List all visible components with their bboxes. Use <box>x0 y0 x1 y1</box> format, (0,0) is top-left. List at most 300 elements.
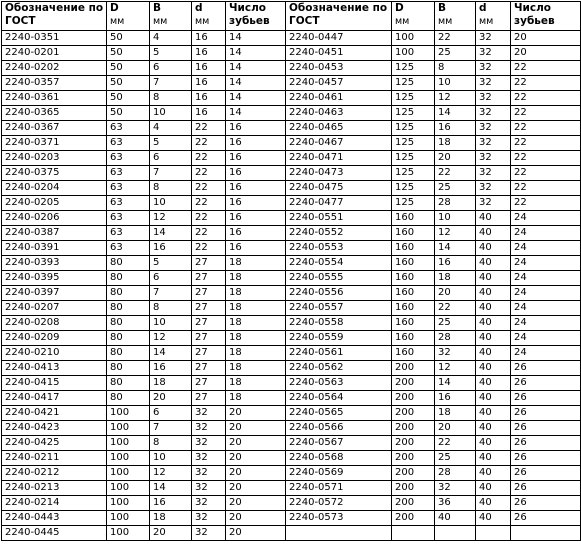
left-B-cell: 12 <box>150 331 192 346</box>
header-B-right: B мм <box>435 2 476 31</box>
left-code-cell: 2240-0202 <box>2 61 107 76</box>
left-B-cell: 20 <box>150 526 192 541</box>
right-d-cell: 40 <box>476 481 511 496</box>
right-D-cell: 100 <box>392 46 435 61</box>
left-code-cell: 2240-0204 <box>2 181 107 196</box>
left-d-cell: 32 <box>192 466 226 481</box>
left-d-cell: 32 <box>192 421 226 436</box>
right-D-cell <box>392 526 435 541</box>
right-d-cell: 40 <box>476 211 511 226</box>
left-teeth-cell: 16 <box>226 241 286 256</box>
header-code-left: Обозначение по ГОСТ <box>2 2 107 31</box>
table-row <box>2 31 581 46</box>
left-d-cell: 27 <box>192 256 226 271</box>
right-d-cell: 40 <box>476 391 511 406</box>
right-B-cell: 25 <box>435 181 476 196</box>
right-D-cell: 200 <box>392 466 435 481</box>
table-row <box>2 391 581 406</box>
left-B-cell: 10 <box>150 196 192 211</box>
left-teeth-cell: 18 <box>226 316 286 331</box>
left-code-cell: 2240-0375 <box>2 166 107 181</box>
left-B-cell: 20 <box>150 391 192 406</box>
right-teeth-cell: 24 <box>511 271 581 286</box>
table-row <box>2 76 581 91</box>
right-B-cell: 20 <box>435 421 476 436</box>
right-D-cell: 125 <box>392 76 435 91</box>
left-D-cell: 80 <box>107 391 150 406</box>
left-D-cell: 63 <box>107 196 150 211</box>
left-B-cell: 7 <box>150 421 192 436</box>
header-code-right: Обозначение по ГОСТ <box>286 2 392 31</box>
right-teeth-cell: 26 <box>511 481 581 496</box>
left-code-cell: 2240-0415 <box>2 376 107 391</box>
left-teeth-cell: 16 <box>226 181 286 196</box>
left-code-cell: 2240-0209 <box>2 331 107 346</box>
left-code-cell: 2240-0212 <box>2 466 107 481</box>
left-D-cell: 100 <box>107 511 150 526</box>
right-B-cell: 18 <box>435 271 476 286</box>
left-teeth-cell: 18 <box>226 286 286 301</box>
right-d-cell: 40 <box>476 361 511 376</box>
left-code-cell: 2240-0443 <box>2 511 107 526</box>
left-d-cell: 22 <box>192 121 226 136</box>
header-teeth-right: Число зубьев <box>511 2 581 31</box>
left-D-cell: 50 <box>107 106 150 121</box>
right-D-cell: 160 <box>392 286 435 301</box>
table-row <box>2 286 581 301</box>
left-teeth-cell: 14 <box>226 61 286 76</box>
table-row <box>2 526 581 541</box>
left-B-cell: 16 <box>150 496 192 511</box>
gost-table <box>1 1 581 541</box>
left-B-cell: 5 <box>150 136 192 151</box>
right-teeth-cell: 24 <box>511 256 581 271</box>
table-row <box>2 496 581 511</box>
left-B-cell: 16 <box>150 361 192 376</box>
left-code-cell: 2240-0423 <box>2 421 107 436</box>
left-D-cell: 80 <box>107 301 150 316</box>
right-code-cell: 2240-0563 <box>286 376 392 391</box>
right-d-cell: 40 <box>476 436 511 451</box>
right-B-cell: 22 <box>435 31 476 46</box>
left-B-cell: 18 <box>150 511 192 526</box>
right-code-cell <box>286 526 392 541</box>
left-D-cell: 80 <box>107 346 150 361</box>
left-teeth-cell: 14 <box>226 31 286 46</box>
left-code-cell: 2240-0208 <box>2 316 107 331</box>
left-d-cell: 27 <box>192 376 226 391</box>
table-row <box>2 316 581 331</box>
right-teeth-cell: 24 <box>511 346 581 361</box>
left-code-cell: 2240-0201 <box>2 46 107 61</box>
left-D-cell: 80 <box>107 331 150 346</box>
left-teeth-cell: 14 <box>226 106 286 121</box>
left-d-cell: 27 <box>192 271 226 286</box>
table-row <box>2 511 581 526</box>
left-code-cell: 2240-0367 <box>2 121 107 136</box>
left-D-cell: 100 <box>107 481 150 496</box>
table-row <box>2 271 581 286</box>
left-teeth-cell: 16 <box>226 166 286 181</box>
right-D-cell: 160 <box>392 331 435 346</box>
left-D-cell: 63 <box>107 121 150 136</box>
left-B-cell: 14 <box>150 481 192 496</box>
left-code-cell: 2240-0371 <box>2 136 107 151</box>
left-teeth-cell: 20 <box>226 511 286 526</box>
left-code-cell: 2240-0397 <box>2 286 107 301</box>
right-d-cell <box>476 526 511 541</box>
table-row <box>2 241 581 256</box>
left-code-cell: 2240-0205 <box>2 196 107 211</box>
right-d-cell: 40 <box>476 286 511 301</box>
left-B-cell: 6 <box>150 406 192 421</box>
right-code-cell: 2240-0562 <box>286 361 392 376</box>
right-code-cell: 2240-0451 <box>286 46 392 61</box>
right-teeth-cell: 26 <box>511 391 581 406</box>
left-teeth-cell: 20 <box>226 526 286 541</box>
right-B-cell: 18 <box>435 406 476 421</box>
right-teeth-cell: 26 <box>511 496 581 511</box>
right-teeth-cell: 24 <box>511 301 581 316</box>
right-D-cell: 125 <box>392 136 435 151</box>
left-teeth-cell: 20 <box>226 481 286 496</box>
right-d-cell: 40 <box>476 316 511 331</box>
right-D-cell: 125 <box>392 91 435 106</box>
table-row <box>2 121 581 136</box>
right-teeth-cell: 26 <box>511 466 581 481</box>
right-d-cell: 32 <box>476 121 511 136</box>
right-code-cell: 2240-0461 <box>286 91 392 106</box>
left-code-cell: 2240-0387 <box>2 226 107 241</box>
left-teeth-cell: 18 <box>226 361 286 376</box>
left-d-cell: 22 <box>192 211 226 226</box>
left-D-cell: 50 <box>107 46 150 61</box>
table-row <box>2 436 581 451</box>
right-d-cell: 40 <box>476 241 511 256</box>
right-d-cell: 40 <box>476 331 511 346</box>
right-teeth-cell: 26 <box>511 436 581 451</box>
right-teeth-cell: 26 <box>511 361 581 376</box>
left-d-cell: 27 <box>192 361 226 376</box>
right-B-cell: 16 <box>435 121 476 136</box>
header-d-left: d мм <box>192 2 226 31</box>
right-teeth-cell: 20 <box>511 31 581 46</box>
right-D-cell: 200 <box>392 376 435 391</box>
left-B-cell: 18 <box>150 376 192 391</box>
right-teeth-cell: 26 <box>511 511 581 526</box>
left-code-cell: 2240-0391 <box>2 241 107 256</box>
left-D-cell: 63 <box>107 151 150 166</box>
right-B-cell: 22 <box>435 166 476 181</box>
left-B-cell: 10 <box>150 106 192 121</box>
right-teeth-cell: 22 <box>511 76 581 91</box>
right-teeth-cell: 22 <box>511 181 581 196</box>
right-D-cell: 160 <box>392 301 435 316</box>
header-B-left: B мм <box>150 2 192 31</box>
right-B-cell: 16 <box>435 391 476 406</box>
left-code-cell: 2240-0351 <box>2 31 107 46</box>
right-code-cell: 2240-0559 <box>286 331 392 346</box>
left-teeth-cell: 20 <box>226 496 286 511</box>
left-B-cell: 10 <box>150 451 192 466</box>
left-d-cell: 32 <box>192 511 226 526</box>
right-code-cell: 2240-0554 <box>286 256 392 271</box>
left-teeth-cell: 18 <box>226 301 286 316</box>
left-code-cell: 2240-0425 <box>2 436 107 451</box>
left-code-cell: 2240-0365 <box>2 106 107 121</box>
left-d-cell: 22 <box>192 196 226 211</box>
table-row <box>2 361 581 376</box>
right-code-cell: 2240-0564 <box>286 391 392 406</box>
right-teeth-cell: 22 <box>511 196 581 211</box>
left-D-cell: 100 <box>107 421 150 436</box>
right-d-cell: 40 <box>476 301 511 316</box>
right-d-cell: 32 <box>476 166 511 181</box>
right-code-cell: 2240-0552 <box>286 226 392 241</box>
right-D-cell: 200 <box>392 451 435 466</box>
right-d-cell: 32 <box>476 46 511 61</box>
right-d-cell: 32 <box>476 31 511 46</box>
left-code-cell: 2240-0413 <box>2 361 107 376</box>
right-teeth-cell: 24 <box>511 286 581 301</box>
left-D-cell: 100 <box>107 406 150 421</box>
left-teeth-cell: 18 <box>226 256 286 271</box>
left-teeth-cell: 14 <box>226 91 286 106</box>
right-B-cell: 12 <box>435 226 476 241</box>
right-D-cell: 200 <box>392 421 435 436</box>
left-code-cell: 2240-0211 <box>2 451 107 466</box>
left-teeth-cell: 18 <box>226 346 286 361</box>
right-D-cell: 125 <box>392 61 435 76</box>
right-d-cell: 40 <box>476 511 511 526</box>
right-D-cell: 125 <box>392 106 435 121</box>
header-D-left: D мм <box>107 2 150 31</box>
right-teeth-cell <box>511 526 581 541</box>
left-d-cell: 27 <box>192 391 226 406</box>
right-teeth-cell: 22 <box>511 136 581 151</box>
left-code-cell: 2240-0207 <box>2 301 107 316</box>
right-teeth-cell: 22 <box>511 91 581 106</box>
left-D-cell: 63 <box>107 241 150 256</box>
left-teeth-cell: 14 <box>226 46 286 61</box>
left-code-cell: 2240-0214 <box>2 496 107 511</box>
left-D-cell: 63 <box>107 181 150 196</box>
left-d-cell: 16 <box>192 76 226 91</box>
right-code-cell: 2240-0556 <box>286 286 392 301</box>
table-row <box>2 181 581 196</box>
right-code-cell: 2240-0473 <box>286 166 392 181</box>
left-D-cell: 50 <box>107 91 150 106</box>
left-B-cell: 8 <box>150 181 192 196</box>
right-B-cell <box>435 526 476 541</box>
table-row <box>2 376 581 391</box>
right-teeth-cell: 22 <box>511 166 581 181</box>
left-B-cell: 5 <box>150 256 192 271</box>
right-teeth-cell: 26 <box>511 406 581 421</box>
table-row <box>2 451 581 466</box>
table-row <box>2 46 581 61</box>
right-B-cell: 8 <box>435 61 476 76</box>
left-d-cell: 27 <box>192 316 226 331</box>
left-code-cell: 2240-0203 <box>2 151 107 166</box>
right-teeth-cell: 22 <box>511 106 581 121</box>
right-teeth-cell: 24 <box>511 241 581 256</box>
right-D-cell: 200 <box>392 406 435 421</box>
right-code-cell: 2240-0475 <box>286 181 392 196</box>
left-D-cell: 80 <box>107 316 150 331</box>
right-code-cell: 2240-0573 <box>286 511 392 526</box>
right-D-cell: 125 <box>392 151 435 166</box>
table-row <box>2 211 581 226</box>
right-teeth-cell: 24 <box>511 316 581 331</box>
right-teeth-cell: 26 <box>511 376 581 391</box>
right-B-cell: 32 <box>435 481 476 496</box>
right-D-cell: 160 <box>392 211 435 226</box>
right-code-cell: 2240-0447 <box>286 31 392 46</box>
left-teeth-cell: 18 <box>226 271 286 286</box>
right-D-cell: 160 <box>392 271 435 286</box>
right-teeth-cell: 22 <box>511 151 581 166</box>
right-D-cell: 125 <box>392 121 435 136</box>
right-d-cell: 40 <box>476 376 511 391</box>
right-code-cell: 2240-0553 <box>286 241 392 256</box>
right-D-cell: 200 <box>392 511 435 526</box>
left-D-cell: 50 <box>107 61 150 76</box>
table-row <box>2 331 581 346</box>
left-d-cell: 32 <box>192 526 226 541</box>
right-d-cell: 32 <box>476 91 511 106</box>
left-D-cell: 63 <box>107 211 150 226</box>
right-D-cell: 200 <box>392 361 435 376</box>
right-B-cell: 14 <box>435 241 476 256</box>
left-teeth-cell: 18 <box>226 391 286 406</box>
left-teeth-cell: 14 <box>226 76 286 91</box>
left-D-cell: 63 <box>107 226 150 241</box>
right-d-cell: 40 <box>476 271 511 286</box>
left-B-cell: 16 <box>150 241 192 256</box>
right-teeth-cell: 24 <box>511 211 581 226</box>
left-code-cell: 2240-0417 <box>2 391 107 406</box>
left-d-cell: 16 <box>192 46 226 61</box>
right-d-cell: 32 <box>476 136 511 151</box>
left-D-cell: 80 <box>107 376 150 391</box>
right-d-cell: 32 <box>476 76 511 91</box>
right-code-cell: 2240-0567 <box>286 436 392 451</box>
table-row <box>2 346 581 361</box>
left-D-cell: 63 <box>107 166 150 181</box>
left-D-cell: 80 <box>107 271 150 286</box>
right-B-cell: 25 <box>435 46 476 61</box>
right-d-cell: 32 <box>476 196 511 211</box>
left-B-cell: 4 <box>150 121 192 136</box>
header-D-right: D мм <box>392 2 435 31</box>
right-code-cell: 2240-0457 <box>286 76 392 91</box>
left-B-cell: 8 <box>150 91 192 106</box>
right-B-cell: 28 <box>435 466 476 481</box>
right-teeth-cell: 24 <box>511 226 581 241</box>
table-row <box>2 481 581 496</box>
right-D-cell: 160 <box>392 256 435 271</box>
left-D-cell: 100 <box>107 496 150 511</box>
right-code-cell: 2240-0463 <box>286 106 392 121</box>
left-d-cell: 32 <box>192 496 226 511</box>
left-teeth-cell: 16 <box>226 226 286 241</box>
right-code-cell: 2240-0471 <box>286 151 392 166</box>
right-code-cell: 2240-0572 <box>286 496 392 511</box>
left-d-cell: 27 <box>192 286 226 301</box>
table-row <box>2 406 581 421</box>
left-teeth-cell: 16 <box>226 121 286 136</box>
left-B-cell: 12 <box>150 211 192 226</box>
right-code-cell: 2240-0558 <box>286 316 392 331</box>
left-code-cell: 2240-0210 <box>2 346 107 361</box>
left-D-cell: 80 <box>107 361 150 376</box>
left-D-cell: 100 <box>107 466 150 481</box>
left-D-cell: 80 <box>107 286 150 301</box>
left-teeth-cell: 18 <box>226 331 286 346</box>
table-row <box>2 421 581 436</box>
right-d-cell: 40 <box>476 451 511 466</box>
left-d-cell: 32 <box>192 451 226 466</box>
left-d-cell: 22 <box>192 166 226 181</box>
right-code-cell: 2240-0557 <box>286 301 392 316</box>
right-d-cell: 40 <box>476 496 511 511</box>
left-B-cell: 6 <box>150 271 192 286</box>
left-B-cell: 8 <box>150 301 192 316</box>
table-row <box>2 256 581 271</box>
left-B-cell: 7 <box>150 76 192 91</box>
left-code-cell: 2240-0421 <box>2 406 107 421</box>
right-teeth-cell: 20 <box>511 46 581 61</box>
right-code-cell: 2240-0551 <box>286 211 392 226</box>
right-B-cell: 12 <box>435 361 476 376</box>
right-B-cell: 28 <box>435 196 476 211</box>
left-B-cell: 7 <box>150 166 192 181</box>
left-B-cell: 14 <box>150 346 192 361</box>
right-teeth-cell: 26 <box>511 451 581 466</box>
left-teeth-cell: 20 <box>226 451 286 466</box>
left-teeth-cell: 16 <box>226 136 286 151</box>
left-B-cell: 5 <box>150 46 192 61</box>
right-D-cell: 125 <box>392 181 435 196</box>
left-D-cell: 63 <box>107 136 150 151</box>
right-B-cell: 40 <box>435 511 476 526</box>
left-code-cell: 2240-0357 <box>2 76 107 91</box>
right-D-cell: 125 <box>392 166 435 181</box>
left-B-cell: 8 <box>150 436 192 451</box>
left-teeth-cell: 16 <box>226 151 286 166</box>
right-D-cell: 200 <box>392 391 435 406</box>
right-code-cell: 2240-0571 <box>286 481 392 496</box>
right-D-cell: 100 <box>392 31 435 46</box>
right-d-cell: 40 <box>476 256 511 271</box>
right-d-cell: 32 <box>476 106 511 121</box>
right-teeth-cell: 26 <box>511 421 581 436</box>
left-d-cell: 16 <box>192 106 226 121</box>
header-teeth-left: Число зубьев <box>226 2 286 31</box>
left-d-cell: 22 <box>192 241 226 256</box>
left-code-cell: 2240-0395 <box>2 271 107 286</box>
right-B-cell: 25 <box>435 451 476 466</box>
table-row <box>2 301 581 316</box>
header-d-right: d мм <box>476 2 511 31</box>
left-d-cell: 16 <box>192 61 226 76</box>
right-B-cell: 20 <box>435 151 476 166</box>
left-B-cell: 6 <box>150 61 192 76</box>
right-d-cell: 40 <box>476 346 511 361</box>
right-code-cell: 2240-0467 <box>286 136 392 151</box>
right-B-cell: 25 <box>435 316 476 331</box>
